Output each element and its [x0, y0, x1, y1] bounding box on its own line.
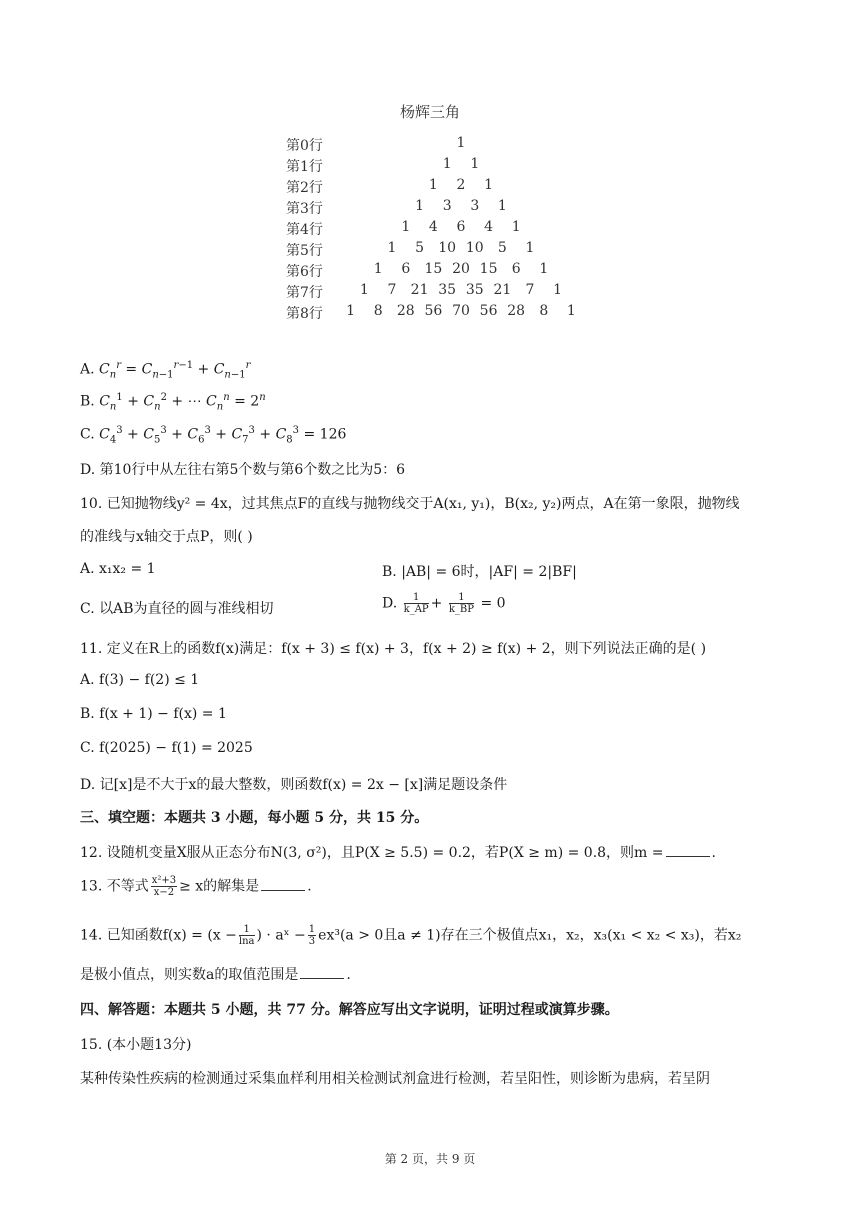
triangle-row-label: 第6行: [286, 264, 323, 280]
triangle-number: 1: [539, 261, 549, 277]
triangle-number: 35: [465, 282, 484, 298]
q9-option-b: B. $C_n^1 + C_n^2$ + ⋯ $C_n^n = 2^n$: [80, 392, 266, 413]
triangle-number: 1: [553, 282, 563, 298]
triangle-row: [0, 135, 860, 155]
triangle-number: 5: [497, 240, 507, 256]
q11-option-c: C. f(2025) − f(1) = 2025: [80, 740, 253, 756]
triangle-row: [0, 198, 860, 218]
triangle-row: [0, 261, 860, 281]
answer-blank: [300, 966, 344, 979]
q11-option-a: A. f(3) − f(2) ≤ 1: [80, 672, 200, 688]
triangle-number: 1: [428, 177, 438, 193]
triangle-number: 70: [452, 303, 470, 319]
triangle-row: [0, 303, 860, 323]
triangle-row: [0, 177, 860, 197]
triangle-number: 10: [438, 240, 457, 256]
triangle-number: 1: [346, 303, 356, 319]
q11-option-d: D. 记[x]是不大于x的最大整数，则函数f(x) = 2x − [x]满足题设条件: [80, 777, 508, 793]
q10-option-b: B. |AB| = 6时，|AF| = 2|BF|: [382, 564, 577, 580]
q9-option-a: A. $C_n^r = C_{n-1}^{r-1} + C_{n-1}^r$: [80, 360, 251, 381]
triangle-row: [0, 219, 860, 239]
triangle-row: [0, 282, 860, 302]
triangle-row: [0, 240, 860, 260]
triangle-number: 7: [387, 282, 397, 298]
triangle-number: 20: [452, 261, 470, 277]
answer-blank: [666, 844, 710, 857]
triangle-number: 1: [484, 177, 494, 193]
q10-stem-line1: 10. 已知抛物线y² = 4x，过其焦点F的直线与抛物线交于A(x₁, y₁)，B(x₂, y₂)两点，A在第一象限，抛物线: [80, 496, 740, 512]
triangle-number: 56: [424, 303, 443, 319]
triangle-number: 28: [507, 303, 526, 319]
triangle-number: 1: [456, 135, 466, 151]
triangle-number: 6: [456, 219, 466, 235]
q12: 12. 设随机变量X服从正态分布N(3, σ²)，且P(X ≥ 5.5) = 0.2，若P(X ≥ m) = 0.8，则m = .: [80, 845, 716, 861]
triangle-number: 3: [470, 198, 480, 214]
triangle-row: [0, 156, 860, 176]
q15-header: 15. (本小题13分): [80, 1037, 192, 1053]
q10-option-d: D. $\frac{1}{k\_AP}$ + $\frac{1}{k\_BP}$ = 0: [382, 592, 506, 615]
triangle-number: 15: [479, 261, 498, 277]
triangle-row-label: 第4行: [286, 222, 323, 238]
q10-option-c: C. 以AB为直径的圆与准线相切: [80, 601, 274, 617]
q11-stem: 11. 定义在R上的函数f(x)满足：f(x + 3) ≤ f(x) + 3，f(x + 2) ≥ f(x) + 2，则下列说法正确的是( ): [80, 641, 707, 657]
triangle-number: 10: [465, 240, 484, 256]
triangle-number: 1: [387, 240, 397, 256]
triangle-number: 6: [401, 261, 411, 277]
triangle-number: 21: [410, 282, 429, 298]
page-footer: 第 2 页，共 9 页: [384, 1152, 476, 1166]
triangle-number: 6: [511, 261, 521, 277]
triangle-row-label: 第7行: [286, 285, 323, 301]
triangle-number: 1: [525, 240, 535, 256]
answer-blank: [261, 878, 305, 891]
q13: 13. 不等式 $\frac{\text{x²+3}}{x-2}$ ≥ x的解集是 .: [80, 875, 312, 898]
triangle-row-label: 第3行: [286, 201, 323, 217]
triangle-number: 28: [396, 303, 415, 319]
triangle-number: 1: [373, 261, 383, 277]
triangle-row-label: 第5行: [286, 243, 323, 259]
triangle-number: 1: [511, 219, 521, 235]
triangle-number: 4: [484, 219, 494, 235]
triangle-number: 5: [415, 240, 425, 256]
triangle-number: 4: [428, 219, 438, 235]
triangle-number: 3: [442, 198, 452, 214]
q14-line2: 是极小值点，则实数a的取值范围是 .: [80, 967, 351, 983]
triangle-number: 1: [359, 282, 369, 298]
triangle-number: 1: [415, 198, 425, 214]
q9-option-c: C. $C_4^3 + C_5^3 + C_6^3 + C_7^3 + C_8^3 = 126$: [80, 425, 347, 446]
triangle-number: 8: [539, 303, 549, 319]
triangle-row-label: 第0行: [286, 138, 323, 154]
triangle-row-label: 第8行: [286, 306, 323, 322]
triangle-number: 35: [438, 282, 457, 298]
triangle-row-label: 第2行: [286, 180, 323, 196]
triangle-number: 8: [373, 303, 383, 319]
section-3-heading: 三、填空题：本题共 3 小题，每小题 5 分，共 15 分。: [80, 810, 429, 826]
triangle-number: 2: [456, 177, 466, 193]
triangle-number: 1: [497, 198, 507, 214]
q9-option-d: D. 第10行中从左往右第5个数与第6个数之比为5：6: [80, 462, 406, 478]
q14-line1: 14. 已知函数f(x) = (x − $\frac{1}{\ln a}$ ) · aˣ − $\frac{1}{3}$ ex³(a > 0且a ≠ 1)存在三个极值点x₁，x₂，x₃(x₁ < x₂ < x₃)，若x₂: [80, 924, 742, 947]
triangle-number: 1: [566, 303, 576, 319]
q15-text: 某种传染性疾病的检测通过采集血样利用相关检测试剂盒进行检测，若呈阳性，则诊断为患病，若呈阴: [80, 1071, 710, 1087]
triangle-number: 7: [525, 282, 535, 298]
q10-option-a: A. x₁x₂ = 1: [80, 561, 156, 577]
triangle-number: 21: [493, 282, 512, 298]
triangle-number: 1: [401, 219, 411, 235]
figure-title: 杨辉三角: [399, 103, 460, 121]
triangle-number: 1: [470, 156, 480, 172]
triangle-number: 15: [424, 261, 443, 277]
triangle-row-label: 第1行: [286, 159, 323, 175]
q10-stem-line2: 的准线与x轴交于点P，则( ): [80, 529, 253, 545]
q11-option-b: B. f(x + 1) − f(x) = 1: [80, 706, 227, 722]
section-4-heading: 四、解答题：本题共 5 小题，共 77 分。解答应写出文字说明，证明过程或演算步骤。: [80, 1002, 619, 1018]
triangle-number: 56: [479, 303, 498, 319]
triangle-number: 1: [442, 156, 452, 172]
